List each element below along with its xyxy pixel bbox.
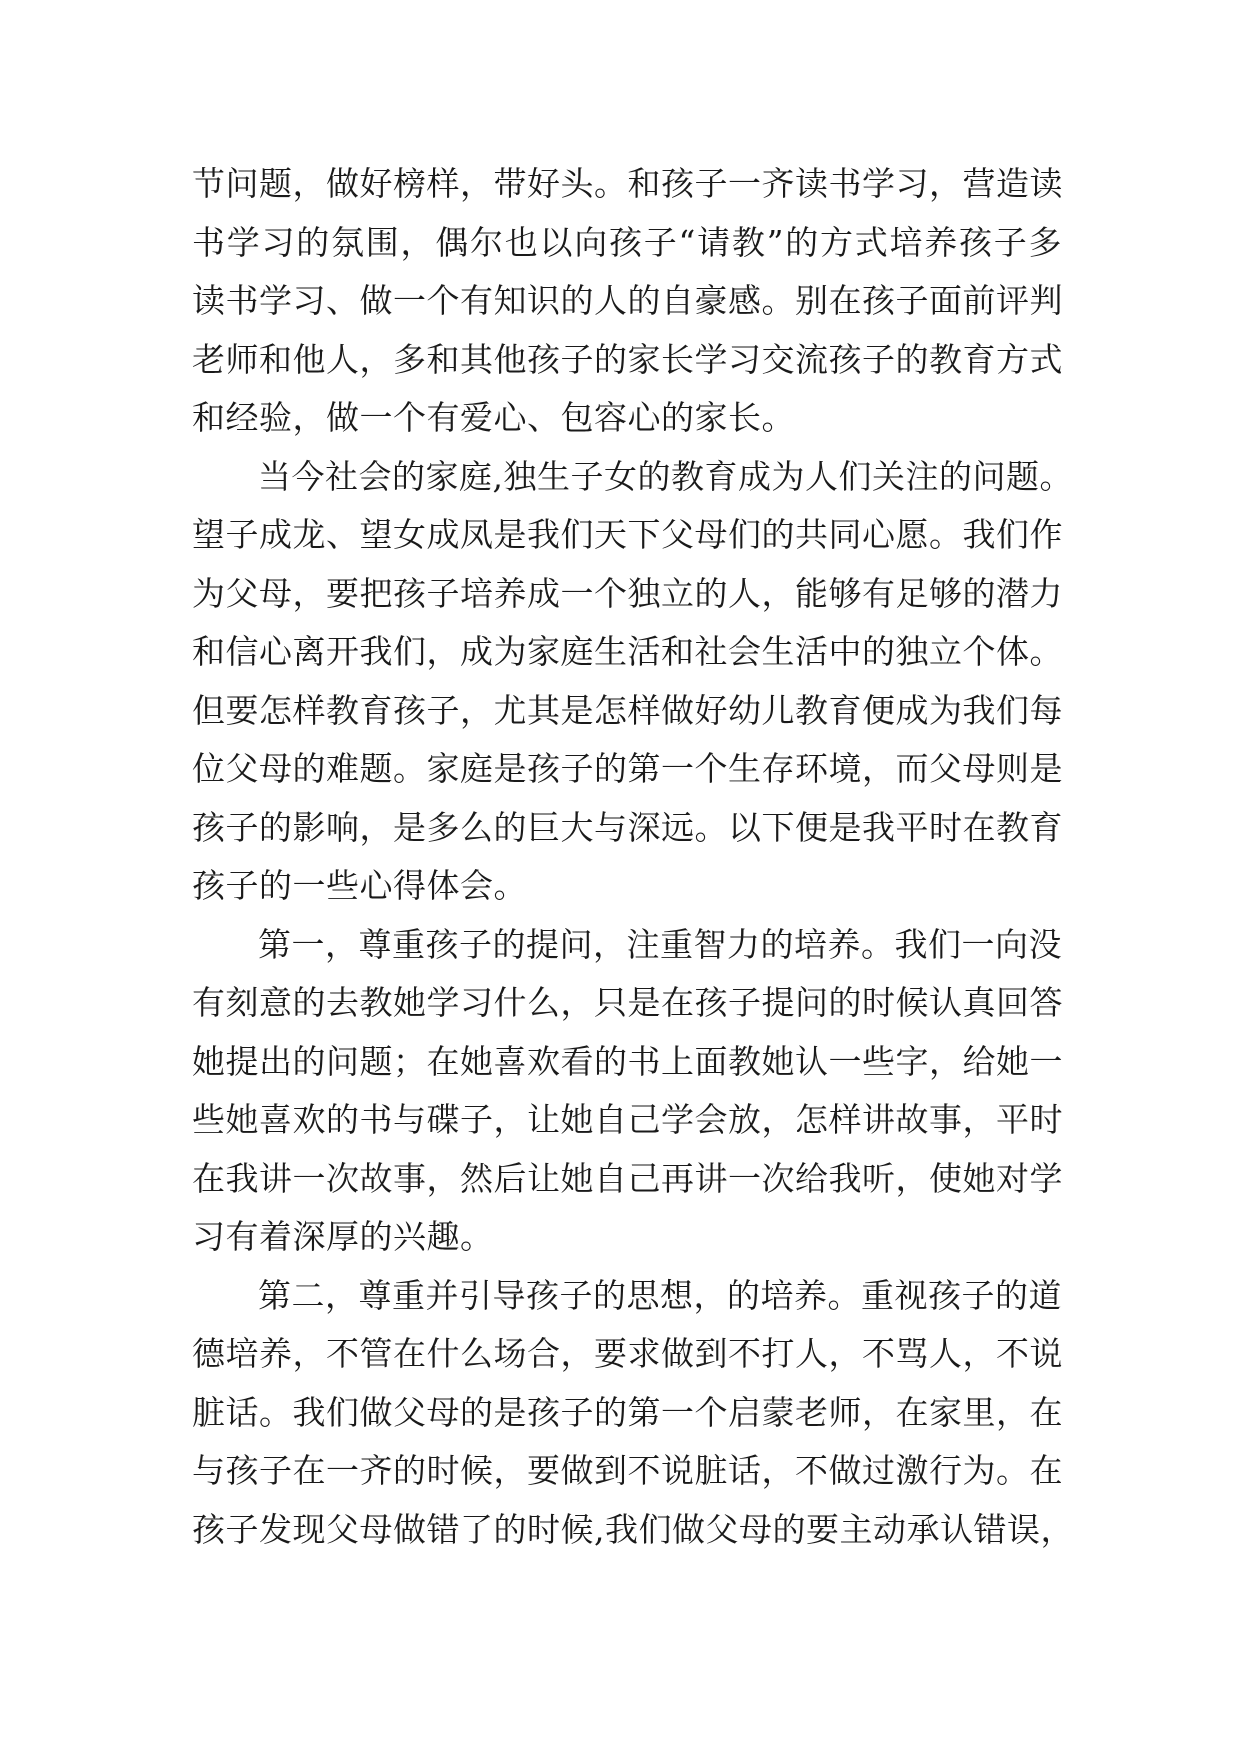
text-line: 位父母的难题。家庭是孩子的第一个生存环境，而父母则是	[192, 749, 1063, 788]
text-line: 有刻意的去教她学习什么，只是在孩子提问的时候认真回答	[192, 983, 1063, 1022]
text-line: 第二，尊重并引导孩子的思想，的培养。重视孩子的道	[258, 1275, 1062, 1315]
text-line: 但要怎样教育孩子，尤其是怎样做好幼儿教育便成为我们每	[192, 690, 1063, 730]
text-line: 读书学习、做一个有知识的人的自豪感。别在孩子面前评判	[192, 281, 1063, 320]
text-line: 孩子的影响，是多么的巨大与深远。以下便是我平时在教育	[192, 807, 1063, 847]
text-line: 她提出的问题；在她喜欢看的书上面教她认一些字，给她一	[192, 1041, 1063, 1081]
text-line: 为父母，要把孩子培养成一个独立的人，能够有足够的潜力	[192, 573, 1063, 613]
text-line: 第一，尊重孩子的提问，注重智力的培养。我们一向没	[258, 924, 1062, 964]
text-line: 孩子的一些心得体会。	[192, 866, 527, 905]
text-line: 德培养，不管在什么场合，要求做到不打人，不骂人，不说	[192, 1334, 1063, 1373]
text-line: 和经验，做一个有爱心、包容心的家长。	[192, 398, 795, 437]
body-text	[192, 155, 1074, 1559]
text-line: 孩子发现父母做错了的时候,我们做父母的要主动承认错误，	[192, 1509, 1074, 1549]
text-line: 望子成龙、望女成凤是我们天下父母们的共同心愿。我们作	[192, 515, 1063, 554]
text-line: 节问题，做好榜样，带好头。和孩子一齐读书学习，营造读	[192, 164, 1063, 203]
text-line: 些她喜欢的书与碟子，让她自己学会放，怎样讲故事，平时	[192, 1100, 1063, 1139]
text-line: 当今社会的家庭,独生子女的教育成为人们关注的问题。	[258, 456, 1073, 496]
text-line: 老师和他人，多和其他孩子的家长学习交流孩子的教育方式	[192, 339, 1063, 379]
text-line: 脏话。我们做父母的是孩子的第一个启蒙老师，在家里，在	[192, 1392, 1063, 1432]
text-line: 与孩子在一齐的时候，要做到不说脏话，不做过激行为。在	[192, 1451, 1063, 1490]
text-line: 习有着深厚的兴趣。	[192, 1217, 494, 1256]
text-line: 书学习的氛围，偶尔也以向孩子“请教”的方式培养孩子多	[192, 222, 1062, 262]
text-line: 在我讲一次故事，然后让她自己再讲一次给我听，使她对学	[192, 1158, 1063, 1198]
text-line: 和信心离开我们，成为家庭生活和社会生活中的独立个体。	[192, 632, 1063, 671]
